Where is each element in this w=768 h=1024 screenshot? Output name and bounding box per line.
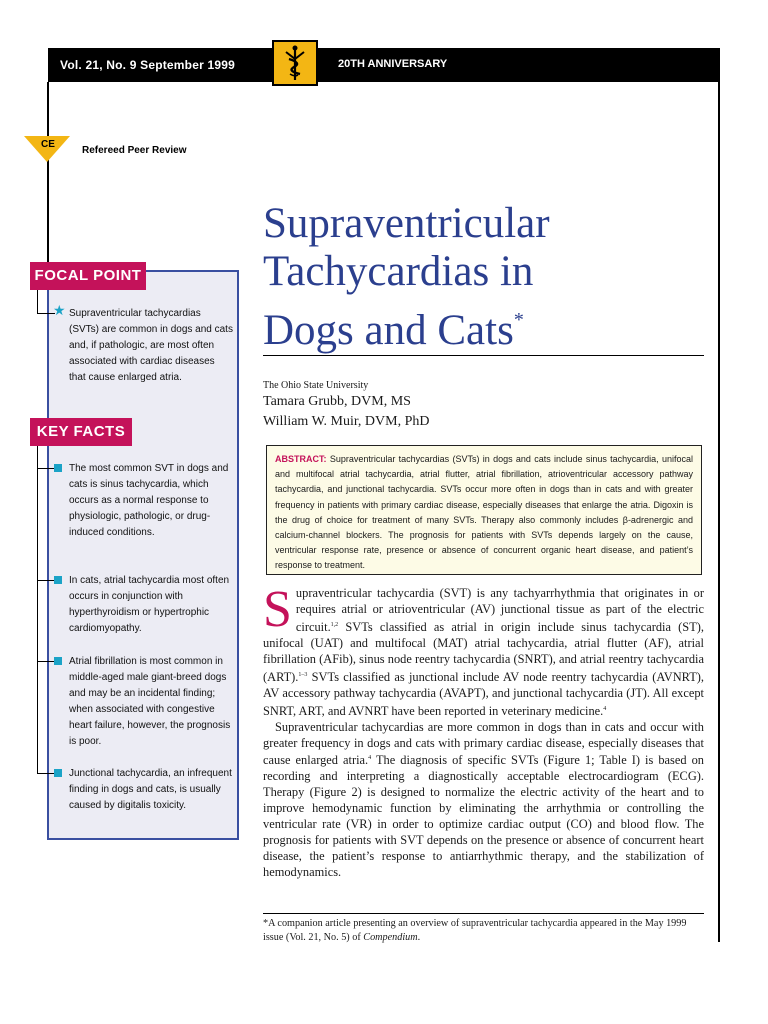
square-bullet-icon [54,576,62,584]
article-title [263,200,703,355]
connector-line [37,290,38,314]
anniversary-label: 20TH ANNIVERSARY [338,58,448,70]
square-bullet-icon [54,464,62,472]
key-facts-label: KEY FACTS [30,418,132,446]
body-paragraph-1: Supraventricular tachycardia (SVT) is any tachyarrhythmia that originates in or requires atrial or atrioventricular (AV) junctional tissue as part of the electric circuit.$^{1,2}$ SVTs classified as atrial in origin include sinus tachycardia (ST), unifocal (UAT) and multifocal (MAT) atrial tachycardia, atrial flutter (AF), atrial fibrillation (AFib), sinus node reentry tachycardia (SNRT), and atrial reentry tachycardia (ART).$^{1-3}$ SVTs classified as junctional include AV node reentry tachycardia (AVNRT), AV accessory pathway tachycardia (AVAPT), and junctional tachycardia (JT). All except SNRT, ART, and AVNRT have been reported in veterinary medicine.$^4$ [263,581,704,718]
abstract-box [266,445,702,575]
author-1: Tamara Grubb, DVM, MS [263,394,411,409]
square-bullet-icon [54,657,62,665]
abstract-text: Supraventricular tachycardias (SVTs) in dogs and cats include sinus tachycardia, unifocal and multifocal atrial tachycardia, atrial flutter, atrial fibrillation, atrioventricular accessory pathway tachycardia, and junctional tachycardia. SVTs occur more often in dogs than in cats and with greater frequency in patients with primary cardiac disease, especially diseases that enlarge the atria. Digoxin is the drug of choice for treatment of many SVTs. Therapy also commonly includes β-adrenergic and calcium-channel blockers. The prognosis for patients with SVTs depends largely on the cause, ventricular response rate, presence or absence of concurrent organic heart disease, and patient’s response to treatment. [275,454,693,571]
caduceus-logo-icon [272,40,318,86]
footnote: *A companion article presenting an overview of supraventricular tachycardia appeared in the May 1999 issue (Vol. 21, No. 5) of Compendium. [263,918,687,943]
author-2: William W. Muir, DVM, PhD [263,414,430,429]
issue-info: Vol. 21, No. 9 September 1999 [60,58,235,72]
frame-line-right [718,82,720,942]
referee-label: Refereed Peer Review [82,145,187,156]
footnote-rule [263,913,704,914]
key-fact-2: In cats, atrial tachycardia most often occurs in conjunction with hyperthyroidism or hypertrophic cardiomyopathy. [69,575,230,634]
title-rule [263,355,704,356]
connector-line [37,661,54,662]
title-line-2: Tachycardias in [263,248,534,295]
citation: 1,2 [330,621,339,628]
title-line-3: Dogs and Cats* [263,307,524,354]
ce-badge-label: CE [41,139,55,150]
key-fact-4: Junctional tachycardia, an infrequent finding in dogs and cats, is usually caused by digitalis toxicity. [69,768,232,811]
journal-header-bar [48,48,720,82]
citation: 4 [603,705,607,712]
star-bullet-icon: ★ [53,302,66,318]
title-footnote-mark: * [513,309,524,331]
focal-point-text: Supraventricular tachycardias (SVTs) are common in dogs and cats and, if pathologic, are most often associated with cardiac diseases that cause enlarged atria. [69,308,233,383]
square-bullet-icon [54,769,62,777]
connector-line [37,468,54,469]
connector-line [37,773,54,774]
title-line-1: Supraventricular [263,200,550,247]
affiliation: The Ohio State University [263,380,369,391]
article-body [263,581,705,881]
citation: 1–3 [298,671,308,678]
key-fact-3: Atrial fibrillation is most common in middle-aged male giant-breed dogs and may be an incidental finding; when associated with congestive heart failure, however, the prognosis is poor. [69,656,231,747]
body-paragraph-2: Supraventricular tachycardias are more common in dogs than in cats and occur with greater frequency in dogs and cats with primary cardiac disease, especially diseases that cause enlarged atria.$^4$ The diagnosis of specific SVTs (Figure 1; Table I) is based on recording and interpreting a diagnostically acceptable electrocardiogram (ECG). Therapy (Figure 2) is designed to normalize the electric activity of the heart and to improve hemodynamic function by eliminating the arrhythmia or controlling the ventricular rate (VR) in order to optimize cardiac output (CO) and blood flow. The prognosis for patients with SVT depends on the presence or absence of concurrent heart disease, the patient’s response to antiarrhythmic therapy, and the stabilization of hemodynamics. [263,719,705,879]
abstract-label: ABSTRACT: [275,454,327,464]
citation: 4 [368,755,372,762]
connector-line [37,580,54,581]
connector-line [37,446,38,774]
frame-line-left [47,82,49,262]
focal-point-label: FOCAL POINT [30,262,146,290]
drop-cap: S [263,581,292,638]
key-fact-1: The most common SVT in dogs and cats is sinus tachycardia, which occurs as a normal response to physiologic, pathologic, or drug-induced conditions. [69,463,229,538]
journal-name: Compendium [363,932,418,943]
